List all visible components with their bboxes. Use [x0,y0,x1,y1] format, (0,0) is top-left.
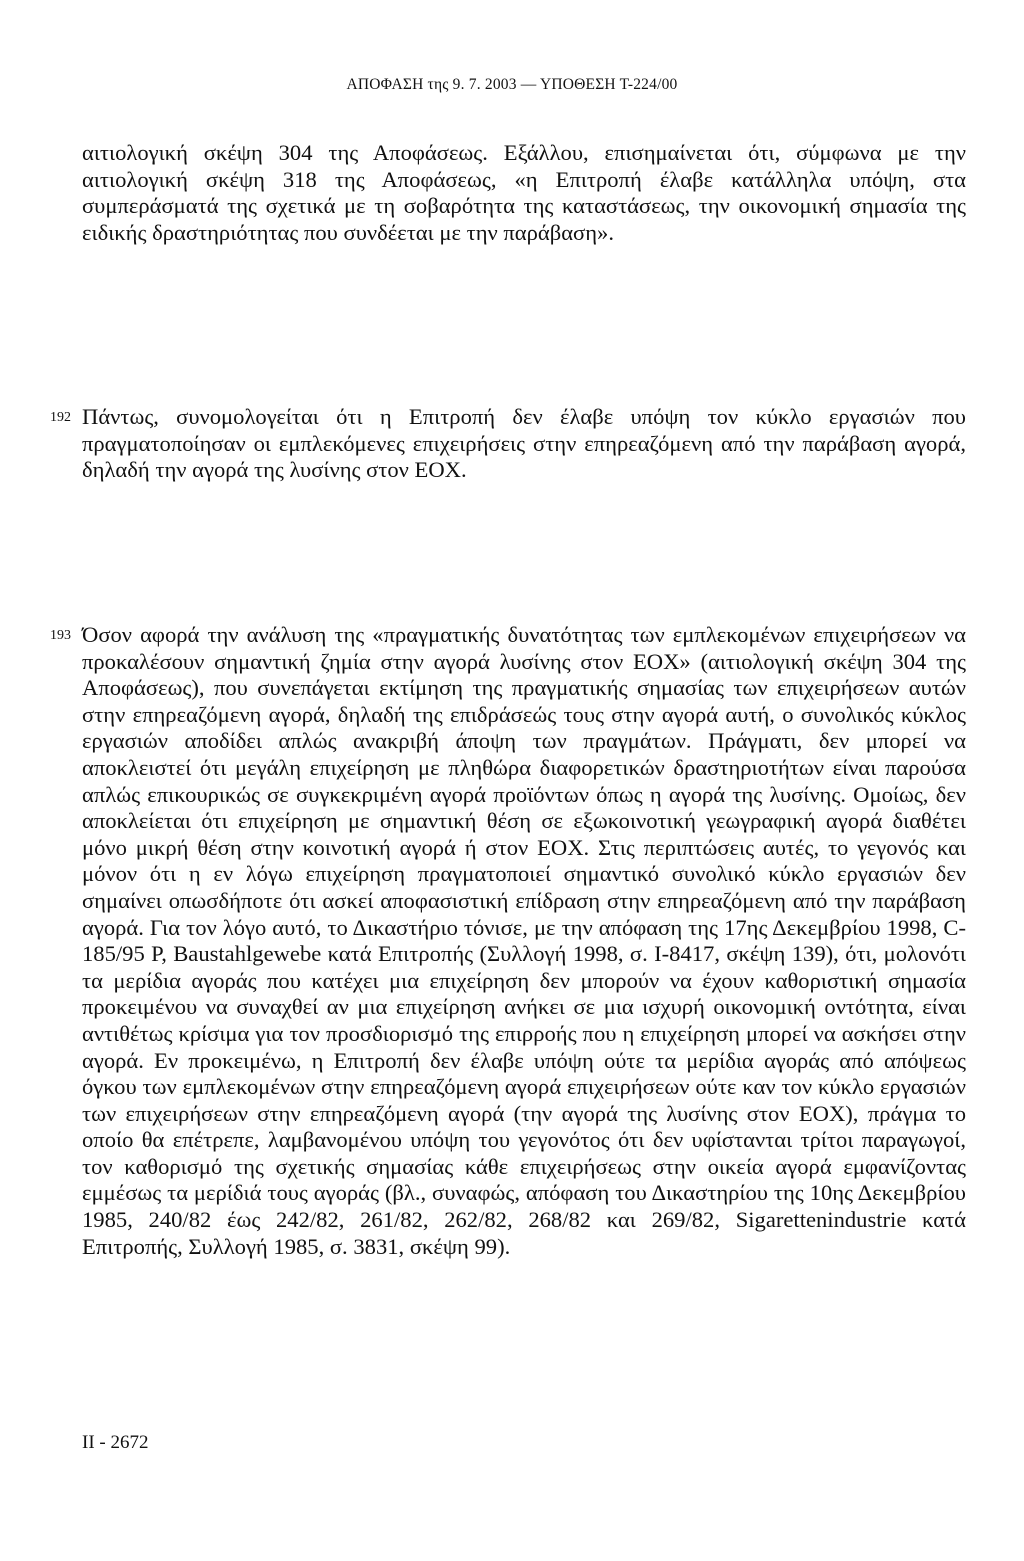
running-head: ΑΠΟΦΑΣΗ της 9. 7. 2003 — ΥΠΟΘΕΣΗ Τ-224/00 [346,76,678,93]
page-number: II - 2672 [82,1432,149,1453]
paragraph-number-193: 193 [50,628,71,643]
paragraph-continuation: αιτιολογική σκέψη 304 της Αποφάσεως. Εξάλλου, επισημαίνεται ότι, σύμφωνα με την αιτιολογική σκέψη 318 της Αποφάσεως, «η Επιτροπή έλαβε κατάλληλα υπόψη, στα συμπεράσματά της σχετικά με τη σοβαρότητα της καταστάσεως, την οικονομική σημασία της ειδικής δραστηριότητας που συνδέεται με την παράβαση». [82,140,966,245]
paragraph-193: Όσον αφορά την ανάλυση της «πραγματικής δυνατότητας των εμπλεκομένων επιχειρήσεων να προκαλέσουν σημαντική ζημία στην αγορά λυσίνης στον ΕΟΧ» (αιτιολογική σκέψη 304 της Αποφάσεως), που συνεπάγεται εκτίμηση της πραγματικής σημασίας των επιχειρήσεων αυτών στην επηρεαζόμενη αγορά, δηλαδή της επιδράσεώς τους στην αγορά αυτή, ο συνολικός κύκλος εργασιών αποδίδει απλώς ανακριβή άποψη των πραγμάτων. Πράγματι, δεν μπορεί να αποκλειστεί ότι μεγάλη επιχείρηση με πληθώρα διαφορετικών δραστηριοτήτων είναι παρούσα απλώς επικουρικώς σε συγκεκριμένη αγορά προϊόντων όπως η αγορά της λυσίνης. Ομοίως, δεν αποκλείεται ότι επιχείρηση με σημαντική θέση σε εξωκοινοτική γεωγραφική αγορά διαθέτει μόνο μικρή θέση στην κοινοτική αγορά ή στον ΕΟΧ. Στις περιπτώσεις αυτές, το γεγονός και μόνον ότι η εν λόγω επιχείρηση πραγματοποιεί σημαντικό συνολικό κύκλο εργασιών δεν σημαίνει οπωσδήποτε ότι ασκεί αποφασιστική επίδραση στην επηρεαζόμενη από την παράβαση αγορά. Για τον λόγο αυτό, το Δικαστήριο τόνισε, με την απόφαση της 17ης Δεκεμβρίου 1998, C-185/95 P, Baustahlgewebe κατά Επιτροπής (Συλλογή 1998, σ. I-8417, σκέψη 139), ότι, μολονότι τα μερίδια αγοράς που κατέχει μια επιχείρηση δεν μπορούν να έχουν καθοριστική σημασία προκειμένου να συναχθεί αν μια επιχείρηση ανήκει σε μια ισχυρή οικονομική οντότητα, είναι αντιθέτως κρίσιμα για τον προσδιορισμό της επιρροής που η επιχείρηση μπορεί να ασκήσει στην αγορά. Εν προκειμένω, η Επιτροπή δεν έλαβε υπόψη ούτε τα μερίδια αγοράς από απόψεως όγκου των εμπλεκομένων στην επηρεαζόμενη αγορά επιχειρήσεων ούτε καν τον κύκλο εργασιών των επιχειρήσεων στην επηρεαζόμενη αγορά (την αγορά της λυσίνης στον ΕΟΧ), πράγμα το οποίο θα επέτρεπε, λαμβανομένου υπόψη του γεγονότος ότι δεν υφίστανται τρίτοι παραγωγοί, τον καθορισμό της σχετικής σημασίας κάθε επιχειρήσεως στην οικεία αγορά εμφανίζοντας εμμέσως τα μερίδιά τους αγοράς (βλ., συναφώς, απόφαση του Δικαστηρίου της 10ης Δεκεμβρίου 1985, 240/82 έως 242/82, 261/82, 262/82, 268/82 και 269/82, Sigarettenindustrie κατά Επιτροπής, Συλλογή 1985, σ. 3831, σκέψη 99). [82,622,966,1259]
paragraph-192: Πάντως, συνομολογείται ότι η Επιτροπή δεν έλαβε υπόψη τον κύκλο εργασιών που πραγματοποίησαν οι εμπλεκόμενες επιχειρήσεις στην επηρεαζόμενη από την παράβαση αγορά, δηλαδή την αγορά της λυσίνης στον ΕΟΧ. [82,404,966,483]
paragraph-number-192: 192 [50,410,71,425]
